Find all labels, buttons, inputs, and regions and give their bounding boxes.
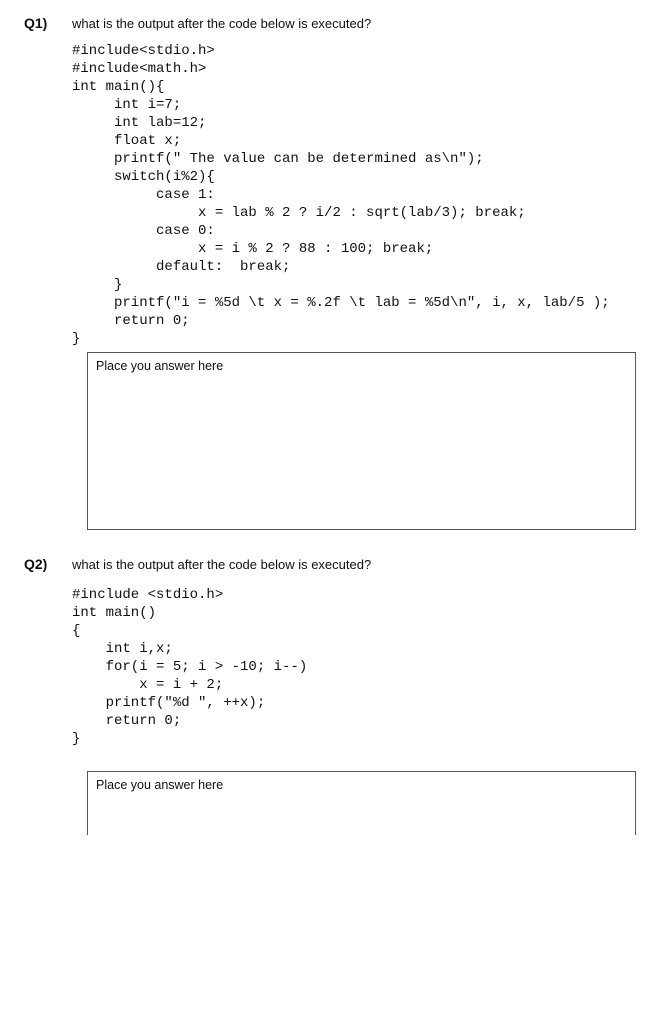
code-line: } (72, 277, 123, 293)
question-2-answer-box[interactable] (87, 771, 636, 835)
question-2-code-block (72, 586, 307, 748)
code-line: case 1: (72, 187, 215, 203)
code-line: printf(" The value can be determined as\n"); (72, 151, 484, 167)
code-line: x = i % 2 ? 88 : 100; break; (72, 241, 434, 257)
code-line: #include<stdio.h> (72, 43, 215, 59)
code-line: int lab=12; (72, 115, 207, 131)
code-line: case 0: (72, 223, 215, 239)
code-line: x = lab % 2 ? i/2 : sqrt(lab/3); break; (72, 205, 526, 221)
code-line: return 0; (72, 313, 190, 329)
question-1-prompt: what is the output after the code below is executed? (72, 16, 372, 31)
question-1-answer-box[interactable] (87, 352, 636, 530)
code-line: int i,x; (72, 641, 173, 657)
question-2-prompt: what is the output after the code below is executed? (72, 557, 372, 572)
question-1-label: Q1) (24, 15, 48, 31)
code-line: #include <stdio.h> (72, 587, 224, 603)
code-line: } (72, 331, 81, 347)
code-line: default: break; (72, 259, 291, 275)
code-line: printf("i = %5d \t x = %.2f \t lab = %5d\n", i, x, lab/5 ); (72, 295, 610, 311)
code-line: int main() (72, 605, 157, 621)
code-line: x = i + 2; (72, 677, 224, 693)
question-1-answer-placeholder: Place you answer here (96, 359, 224, 373)
code-line: int main(){ (72, 79, 165, 95)
question-1-code-block (72, 42, 610, 348)
code-line: for(i = 5; i > -10; i--) (72, 659, 308, 675)
code-line: printf("%d ", ++x); (72, 695, 266, 711)
question-2-answer-placeholder: Place you answer here (96, 778, 224, 792)
code-line: } (72, 731, 81, 747)
code-line: float x; (72, 133, 182, 149)
code-line: #include<math.h> (72, 61, 207, 77)
question-2-label: Q2) (24, 556, 48, 572)
code-line: int i=7; (72, 97, 182, 113)
code-line: { (72, 623, 81, 639)
code-line: switch(i%2){ (72, 169, 215, 185)
code-line: return 0; (72, 713, 182, 729)
